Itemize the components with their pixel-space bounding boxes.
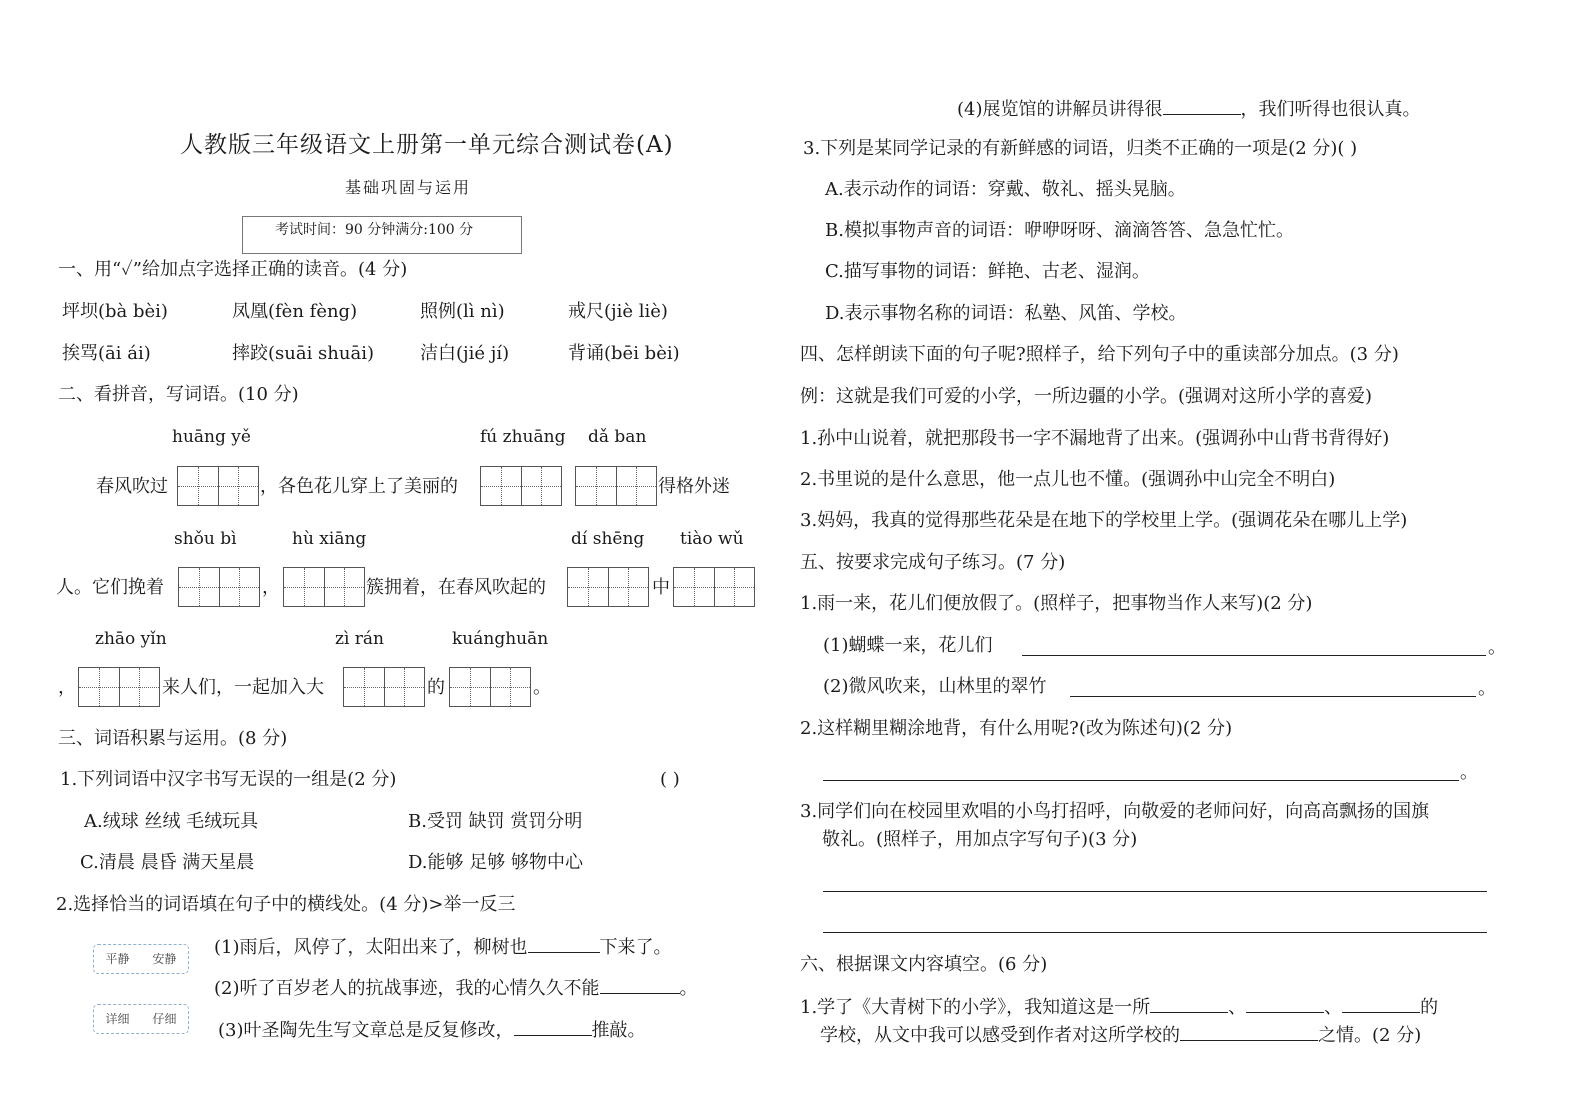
question-stem: 1.雨一来，花儿们便放假了。(照样子，把事物当作人来写)(2 分) xyxy=(800,593,1313,614)
section2-heading: 二、看拼音，写词语。(10 分) xyxy=(58,384,299,405)
writing-grid[interactable] xyxy=(673,567,755,607)
sentence-text: 来人们，一起加入大 xyxy=(162,677,324,698)
sentence-text: ， xyxy=(58,677,76,698)
answer-line[interactable] xyxy=(823,932,1487,933)
pinyin-label: hù xiāng xyxy=(292,529,367,549)
pinyin-choice-item[interactable]: 摔跤(suāi shuāi) xyxy=(232,343,374,364)
reading-item[interactable]: 3.妈妈，我真的觉得那些花朵是在地下的学校里上学。(强调花朵在哪儿上学) xyxy=(800,510,1408,531)
sentence-text: 簇拥着，在春风吹起的 xyxy=(366,577,546,598)
word-choice: 安静 xyxy=(152,952,177,966)
answer-line[interactable] xyxy=(1022,655,1486,656)
pinyin-label: shǒu bì xyxy=(174,529,237,549)
pinyin-label: zì rán xyxy=(335,629,385,649)
pinyin-label: dǎ ban xyxy=(588,427,647,447)
writing-grid[interactable] xyxy=(78,667,160,707)
writing-grid[interactable] xyxy=(567,567,649,607)
answer-blank[interactable] xyxy=(1180,1022,1318,1041)
option-a[interactable]: A.表示动作的词语：穿戴、敬礼、摇头晃脑。 xyxy=(825,179,1186,200)
writing-grid[interactable] xyxy=(177,466,259,506)
question-stem: 3.下列是某同学记录的有新鲜感的词语，归类不正确的一项是(2 分)( ) xyxy=(803,138,1358,159)
separator: 、 xyxy=(1228,997,1247,1018)
option-b[interactable]: B.模拟事物声音的词语：咿咿呀呀、滴滴答答、急急忙忙。 xyxy=(825,220,1294,241)
section5-heading: 五、按要求完成句子练习。(7 分) xyxy=(800,552,1066,573)
sentence-text: ，我们听得也很认真。 xyxy=(1240,99,1421,120)
pinyin-choice-item[interactable]: 坪坝(bà bèi) xyxy=(62,301,168,322)
section3-heading: 三、词语积累与运用。(8 分) xyxy=(58,728,288,749)
word-choice-box xyxy=(93,1004,189,1034)
word-choice: 平静 xyxy=(105,952,130,966)
option-d[interactable]: D.能够 足够 够物中心 xyxy=(408,852,583,873)
sentence-text: (2)微风吹来，山林里的翠竹 xyxy=(823,676,1047,697)
pinyin-choice-item[interactable]: 照例(lì nì) xyxy=(420,301,505,322)
sentence-text: 人。它们挽着 xyxy=(56,577,164,598)
answer-blank[interactable] xyxy=(528,934,600,953)
option-a[interactable]: A.绒球 丝绒 毛绒玩具 xyxy=(84,811,259,832)
sentence-text: 下来了。 xyxy=(599,937,672,958)
question-stem: 1.下列词语中汉字书写无误的一组是(2 分) xyxy=(60,769,397,790)
period: 。 xyxy=(1460,762,1478,783)
fill-sentence xyxy=(218,1017,646,1043)
fill-sentence xyxy=(214,975,698,1001)
section4-heading: 四、怎样朗读下面的句子呢?照样子，给下列句子中的重读部分加点。(3 分) xyxy=(800,344,1399,365)
fill-sentence xyxy=(800,994,1438,1020)
sentence-text: 。 xyxy=(679,978,698,999)
writing-grid[interactable] xyxy=(575,466,657,506)
question-stem: 3.同学们向在校园里欢唱的小鸟打招呼，向敬爱的老师问好，向高高飘扬的国旗 xyxy=(800,801,1430,822)
writing-grid[interactable] xyxy=(283,567,365,607)
sentence-text: (3)叶圣陶先生写文章总是反复修改， xyxy=(218,1020,514,1041)
reading-item[interactable]: 2.书里说的是什么意思，他一点儿也不懂。(强调孙中山完全不明白) xyxy=(800,469,1336,490)
answer-line[interactable] xyxy=(823,891,1487,892)
pinyin-label: huāng yě xyxy=(172,427,251,447)
period: 。 xyxy=(1488,637,1506,658)
sentence-text: 得格外迷 xyxy=(658,476,730,497)
sentence-text: (4)展览馆的讲解员讲得很 xyxy=(957,99,1163,120)
sentence-text: 春风吹过 xyxy=(96,476,168,497)
example-sentence: 例：这就是我们可爱的小学，一所边疆的小学。(强调对这所小学的喜爱) xyxy=(800,386,1373,407)
sentence-text: (1)雨后，风停了，太阳出来了，柳树也 xyxy=(214,937,528,958)
sentence-text: 。 xyxy=(533,677,551,698)
separator: 、 xyxy=(1324,997,1343,1018)
word-choice: 仔细 xyxy=(152,1012,177,1026)
pinyin-choice-item[interactable]: 洁白(jié jí) xyxy=(420,343,510,364)
option-c[interactable]: C.描写事物的词语：鲜艳、古老、湿润。 xyxy=(825,261,1150,282)
question-stem: 2.选择恰当的词语填在句子中的横线处。(4 分)>举一反三 xyxy=(56,894,516,915)
sentence-text: 推敲。 xyxy=(591,1020,646,1041)
fill-sentence xyxy=(957,96,1421,122)
option-b[interactable]: B.受罚 缺罚 赏罚分明 xyxy=(408,811,583,832)
answer-blank[interactable] xyxy=(514,1017,592,1036)
sentence-text: ，各色花儿穿上了美丽的 xyxy=(260,476,458,497)
section1-heading: 一、用“✓”给加点字选择正确的读音。(4 分) xyxy=(58,259,408,280)
pinyin-choice-item[interactable]: 背诵(bēi bèi) xyxy=(568,343,680,364)
sentence-text: 学校，从文中我可以感受到作者对这所学校的 xyxy=(820,1025,1180,1046)
pinyin-choice-item[interactable]: 挨骂(āi ái) xyxy=(62,343,151,364)
answer-blank[interactable] xyxy=(1150,994,1228,1013)
answer-blank[interactable] xyxy=(1163,96,1241,115)
sentence-text: 的 xyxy=(427,677,445,698)
answer-blank[interactable] xyxy=(1246,994,1324,1013)
pinyin-label: zhāo yǐn xyxy=(95,629,167,649)
word-choice-box xyxy=(93,944,189,974)
reading-item[interactable]: 1.孙中山说着，就把那段书一字不漏地背了出来。(强调孙中山背书背得好) xyxy=(800,428,1390,449)
question-stem: 敬礼。(照样子，用加点字写句子)(3 分) xyxy=(822,829,1138,850)
writing-grid[interactable] xyxy=(343,667,425,707)
period: 。 xyxy=(1478,678,1496,699)
option-d[interactable]: D.表示事物名称的词语：私塾、风笛、学校。 xyxy=(825,303,1187,324)
answer-line[interactable] xyxy=(1070,696,1476,697)
pinyin-label: kuánghuān xyxy=(452,629,549,649)
fill-sentence xyxy=(214,934,672,960)
page-subtitle: 基础巩固与运用 xyxy=(345,178,472,197)
sentence-text: (2)听了百岁老人的抗战事迹，我的心情久久不能 xyxy=(214,978,600,999)
writing-grid[interactable] xyxy=(449,667,531,707)
pinyin-label: fú zhuāng xyxy=(480,427,566,447)
writing-grid[interactable] xyxy=(178,567,260,607)
fill-sentence xyxy=(820,1022,1421,1048)
writing-grid[interactable] xyxy=(480,466,562,506)
page-title: 人教版三年级语文上册第一单元综合测试卷(A) xyxy=(180,132,674,158)
answer-blank[interactable] xyxy=(1342,994,1420,1013)
exam-info: 考试时间：90 分钟满分:100 分 xyxy=(275,222,474,238)
pinyin-choice-item[interactable]: 戒尺(jiè liè) xyxy=(568,301,668,322)
sentence-text: 中 xyxy=(652,577,670,598)
pinyin-label: tiào wǔ xyxy=(680,529,744,549)
sentence-text: 1.学了《大青树下的小学》，我知道这是一所 xyxy=(800,997,1151,1018)
sentence-text: 之情。(2 分) xyxy=(1318,1025,1422,1046)
answer-blank[interactable] xyxy=(600,975,680,994)
sentence-text: 的 xyxy=(1420,997,1439,1018)
question-stem: 2.这样糊里糊涂地背，有什么用呢?(改为陈述句)(2 分) xyxy=(800,718,1233,739)
sentence-text: (1)蝴蝶一来，花儿们 xyxy=(823,635,993,656)
sentence-text: ， xyxy=(262,577,280,598)
pinyin-choice-item[interactable]: 凤凰(fèn fèng) xyxy=(232,301,358,322)
answer-line[interactable] xyxy=(823,780,1459,781)
exam-info-box xyxy=(242,216,522,254)
pinyin-label: dí shēng xyxy=(571,529,645,549)
section6-heading: 六、根据课文内容填空。(6 分) xyxy=(800,954,1048,975)
answer-paren[interactable]: ( ) xyxy=(660,769,680,790)
word-choice: 详细 xyxy=(105,1012,130,1026)
option-c[interactable]: C.清晨 晨昏 满天星晨 xyxy=(80,852,255,873)
